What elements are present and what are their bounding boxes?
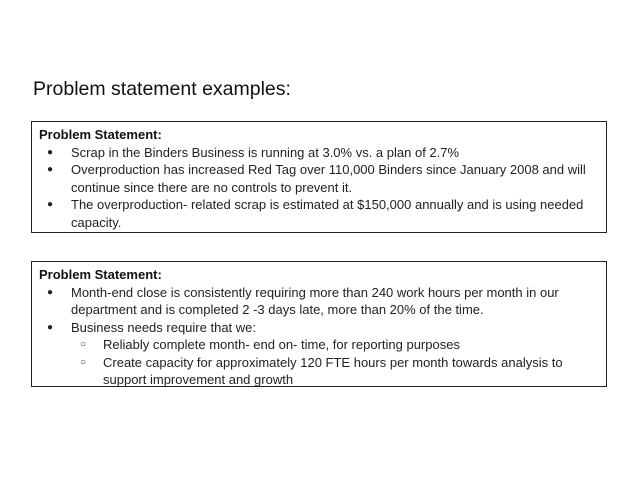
list-item-text: Month-end close is consistently requiring more than 240 work hours per month in our department and is completed 2 -3 days late, more than 20% of the time. — [71, 284, 559, 317]
list-item-text: Business needs require that we: — [71, 319, 256, 335]
list-item-text: The overproduction- related scrap is estimated at $150,000 annually and is using needed capacity. — [71, 197, 584, 230]
box-title: Problem Statement: — [39, 127, 162, 142]
sub-bullet-list — [71, 336, 600, 389]
bullet-icon: ● — [47, 321, 54, 333]
box-title: Problem Statement: — [39, 267, 162, 282]
sub-list-item-text: Create capacity for approximately 120 FTE hours per month towards analysis to support improvement and growth — [103, 354, 563, 387]
sub-bullet-icon: ○ — [80, 339, 87, 350]
list-item — [39, 196, 600, 231]
bullet-icon: ● — [47, 286, 54, 298]
list-item-text: Overproduction has increased Red Tag over 110,000 Binders since January 2008 and will continue since there are no controls to prevent it. — [71, 162, 586, 195]
bullet-icon: ● — [47, 199, 54, 210]
bullet-list — [39, 144, 600, 232]
bullet-icon: ● — [47, 164, 54, 175]
list-item — [39, 144, 600, 162]
list-item-text: Scrap in the Binders Business is running at 3.0% vs. a plan of 2.7% — [71, 144, 460, 160]
bullet-icon: ● — [47, 146, 54, 158]
problem-statement-box-2 — [31, 261, 607, 387]
sub-bullet-icon: ○ — [80, 356, 87, 368]
sub-list-item-text: Reliably complete month- end on- time, for reporting purposes — [103, 337, 460, 352]
list-item — [39, 319, 600, 389]
sub-list-item — [71, 354, 600, 389]
page-title: Problem statement examples: — [33, 78, 291, 100]
bullet-list — [39, 284, 600, 389]
problem-statement-box-1 — [31, 121, 607, 233]
sub-list-item — [71, 336, 600, 354]
list-item — [39, 161, 600, 196]
list-item — [39, 284, 600, 319]
